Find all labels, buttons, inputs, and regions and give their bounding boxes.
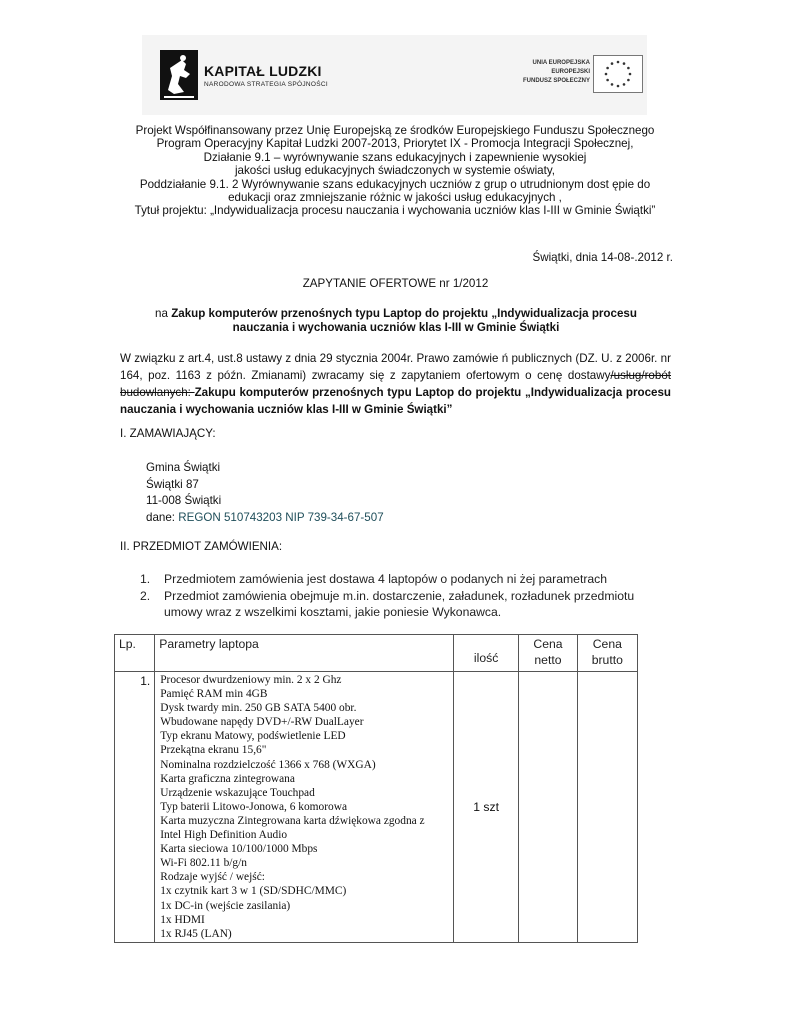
intro-line: Działanie 9.1 – wyrównywanie szans edukacyjnych i zapewnienie wysokiej — [203, 150, 587, 164]
intro-line: Poddziałanie 9.1. 2 Wyrównywanie szans edukacyjnych uczniów z grup o utrudnionym dost ępie do — [139, 177, 651, 191]
param-line: Karta graficzna zintegrowana — [160, 772, 295, 785]
body-paragraph — [120, 350, 671, 418]
parameters-table — [114, 634, 638, 943]
body-struck-text: /usług/robót budowlanych: — [120, 369, 671, 399]
section-1-title: I. ZAMAWIAJĄCY: — [120, 427, 216, 440]
row-params — [155, 672, 454, 943]
logo-subtitle: NARODOWA STRATEGIA SPÓJNOŚCI — [204, 81, 328, 88]
project-intro — [100, 124, 690, 218]
param-line: Intel High Definition Audio — [160, 829, 288, 842]
header-params: Parametry laptopa — [155, 635, 454, 672]
document-title: ZAPYTANIE OFERTOWE nr 1/2012 — [302, 277, 489, 290]
subject — [112, 307, 680, 335]
dane-label: dane: — [146, 510, 176, 524]
intro-line: Tytuł projektu: „Indywidualizacja procesu nauczania i wychowania uczniów klas I-III w Gminie Świątki” — [134, 204, 656, 218]
address-line-2: Świątki 87 — [146, 477, 199, 491]
list-text: Przedmiot zamówienia obejmuje m.in. dostarczenie, załadunek, rozładunek przedmiotu umowy wraz z wszelkimi kosztami, jakie poniesie Wykonawca. — [164, 588, 635, 619]
param-line: Karta muzyczna Zintegrowana karta dźwiękowa zgodna z — [160, 814, 425, 827]
header-net: Cena netto — [519, 635, 577, 672]
row-qty: 1 szt — [453, 672, 518, 943]
table-row — [115, 672, 638, 943]
subject-bold-2: nauczania i wychowania uczniów klas I-III w Gminie Świątki — [232, 321, 560, 334]
kapital-ludzki-emblem-icon — [160, 50, 198, 100]
param-line: 1x czytnik kart 3 w 1 (SD/SDHC/MMC) — [160, 885, 347, 898]
param-line: Nominalna rozdzielczość 1366 x 768 (WXGA) — [160, 758, 376, 771]
intro-line: jakości usług edukacyjnych świadczonych w systemie oświaty, — [234, 164, 556, 178]
intro-line: edukacji oraz zmniejszanie różnic w jakości usług edukacyjnych , — [228, 191, 562, 205]
kapital-ludzki-logo — [160, 50, 330, 100]
body-bold-text: Zakupu komputerów przenośnych typu Laptop do projektu „Indywidualizacja procesu nauczania i wychowania uczniów klas I-III w Gminie Świątki” — [120, 386, 671, 416]
address-line-4 — [146, 510, 384, 527]
orderer-address — [146, 460, 384, 526]
param-line: Wbudowane napędy DVD+/-RW DualLayer — [160, 716, 364, 729]
order-list — [140, 571, 660, 621]
row-gross — [577, 672, 637, 943]
eu-logo-text — [523, 59, 590, 86]
address-line-1: Gmina Świątki — [146, 461, 221, 474]
list-item — [140, 588, 660, 621]
section-2-title: II. PRZEDMIOT ZAMÓWIENIA: — [120, 540, 283, 553]
list-number: 1. — [140, 572, 151, 586]
param-line: Karta sieciowa 10/100/1000 Mbps — [160, 843, 318, 856]
list-text: Przedmiotem zamówienia jest dostawa 4 laptopów o podanych ni żej parametrach — [164, 572, 608, 586]
header-qty: ilość — [453, 635, 518, 672]
logo-title: KAPITAŁ LUDZKI — [204, 63, 322, 79]
regon-nip: REGON 510743203 NIP 739-34-67-507 — [178, 510, 384, 524]
param-line: Pamięć RAM min 4GB — [160, 688, 268, 701]
body-text: W związku z art.4, ust.8 ustawy z dnia 29 stycznia 2004r. Prawo zamówie ń publicznych (DZ. U. z 2006r. nr 164, poz. 1163 z późn. Zmianami) zwracamy się z zapytaniem ofertowym o cenę dostawy — [120, 352, 671, 382]
row-net — [519, 672, 577, 943]
intro-line: Program Operacyjny Kapitał Ludzki 2007-2013, Priorytet IX - Promocja Integracji Społecznej, — [156, 137, 634, 151]
list-number: 2. — [140, 588, 151, 603]
list-item — [140, 571, 660, 588]
intro-line: Projekt Współfinansowany przez Unię Europejską ze środków Europejskiego Funduszu Społecznego — [135, 124, 655, 137]
eu-line-1: UNIA EUROPEJSKA — [532, 60, 590, 66]
eu-flag-icon — [593, 55, 643, 93]
param-line: 1x DC-in (wejście zasilania) — [160, 899, 291, 912]
param-line: Dysk twardy min. 250 GB SATA 5400 obr. — [160, 702, 357, 715]
subject-bold-1: Zakup komputerów przenośnych typu Laptop do projektu „Indywidualizacja procesu — [171, 307, 637, 320]
address-line-3: 11-008 Świątki — [146, 494, 222, 508]
eu-line-3: FUNDUSZ SPOŁECZNY — [522, 78, 590, 84]
row-lp: 1. — [115, 672, 155, 943]
param-line: 1x HDMI — [160, 913, 205, 926]
subject-prefix: na — [155, 307, 168, 320]
date-line: Świątki, dnia 14-08-.2012 r. — [532, 251, 673, 264]
param-line: Wi-Fi 802.11 b/g/n — [160, 857, 247, 870]
table-header-row — [115, 635, 638, 672]
param-line: 1x RJ45 (LAN) — [160, 927, 232, 940]
header-gross: Cena brutto — [577, 635, 637, 672]
param-line: Typ ekranu Matowy, podświetlenie LED — [160, 730, 346, 743]
param-line: Procesor dwurdzeniowy min. 2 x 2 Ghz — [160, 674, 342, 686]
param-line: Typ baterii Litowo-Jonowa, 6 komorowa — [160, 800, 348, 813]
param-line: Przekątna ekranu 15,6" — [160, 744, 267, 757]
header-lp: Lp. — [115, 635, 155, 672]
param-line: Urządzenie wskazujące Touchpad — [160, 786, 315, 799]
param-line: Rodzaje wyjść / wejść: — [160, 871, 265, 884]
eu-line-2: EUROPEJSKI — [551, 69, 590, 75]
eu-logo — [508, 55, 643, 95]
